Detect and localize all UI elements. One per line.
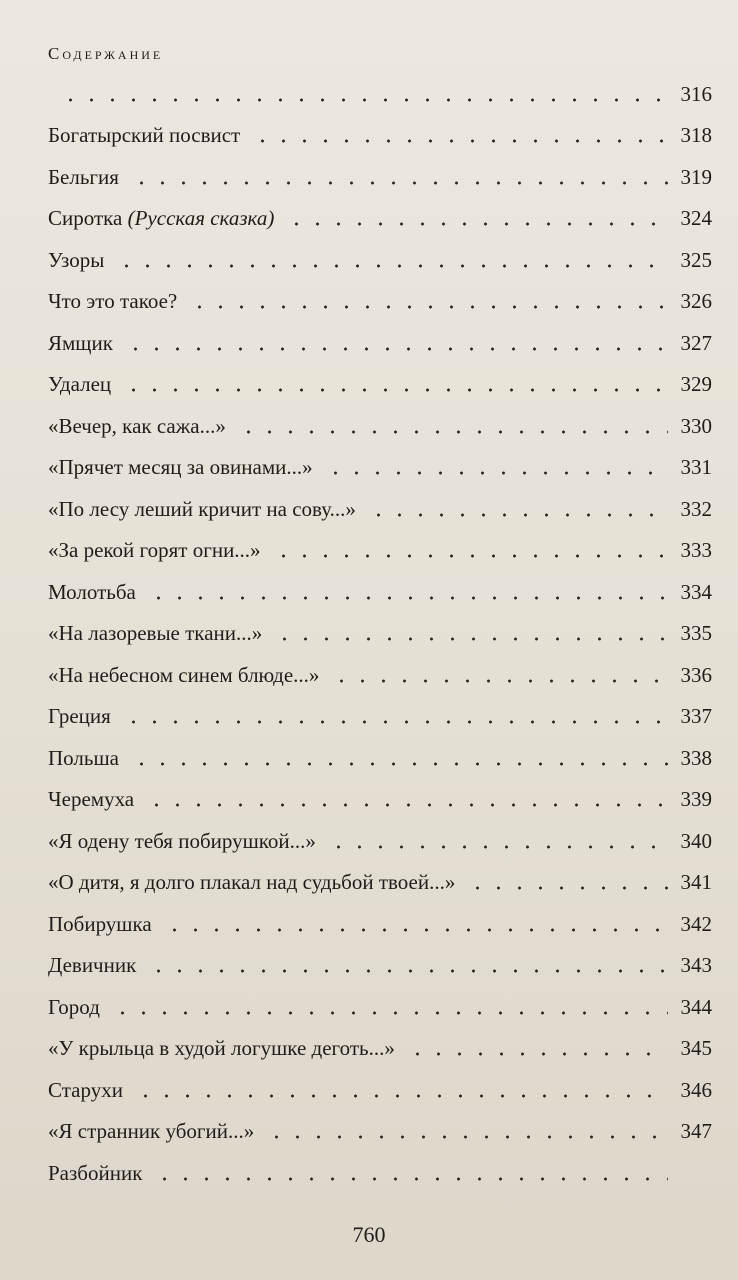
toc-page-number: 340: [680, 828, 712, 853]
dot-leader: [407, 1037, 668, 1057]
toc-entry-title: [48, 330, 113, 355]
toc-entry-title: [48, 1160, 143, 1185]
toc-entry: [48, 976, 712, 1018]
toc-entry-title-text: Разбойник: [48, 1160, 143, 1185]
toc-entry: [48, 686, 712, 728]
toc-entry-title-text: «На лазоревые ткани...»: [48, 621, 263, 645]
toc-entry: [48, 769, 712, 811]
toc-entry-title-text: Богатырский посвист: [48, 123, 241, 147]
toc-entry-title: [48, 164, 119, 189]
dot-leader: [123, 705, 668, 725]
toc-entry: [48, 1059, 712, 1101]
dot-leader: [331, 664, 668, 684]
toc-entry: [48, 520, 712, 562]
toc-entry: [48, 354, 712, 396]
toc-entry-title: [48, 828, 316, 853]
toc-entry: [48, 188, 712, 230]
toc-page-number: 335: [680, 621, 712, 645]
dot-leader: [135, 1079, 668, 1099]
toc-top-row: [48, 63, 712, 105]
dot-leader: [467, 871, 668, 891]
toc-page-number: 336: [680, 662, 712, 687]
toc-entry: [48, 1101, 712, 1143]
toc-entry: [48, 561, 712, 603]
toc-entry-title-text: Побирушка: [48, 911, 152, 936]
toc-page-number: 339: [680, 787, 712, 811]
toc-entry-title-text: Девичник: [48, 953, 137, 977]
toc-entry-title-text: Старухи: [48, 1077, 123, 1102]
toc-page-number: 345: [680, 1036, 712, 1060]
dot-leader: [131, 166, 668, 186]
section-heading: Содержание: [48, 44, 164, 63]
dot-leader: [60, 83, 668, 103]
toc-page-number: 341: [680, 870, 712, 894]
toc-entry-title: [48, 247, 105, 272]
toc-entry: [48, 437, 712, 479]
dot-leader: [368, 498, 668, 518]
toc-entry-title-text: «По лесу леший кричит на сову...»: [48, 496, 356, 521]
toc-entry-title: [48, 125, 240, 146]
toc-entry-title: [48, 745, 119, 770]
toc-entry: [48, 478, 712, 520]
dot-leader: [146, 788, 668, 808]
dot-leader: [125, 332, 668, 352]
dot-leader: [189, 290, 668, 310]
toc-entry-title-text: Греция: [48, 704, 111, 728]
toc-page-number: 333: [680, 538, 712, 562]
dot-leader: [148, 954, 668, 974]
dot-leader: [252, 124, 668, 144]
toc-entry-title: [48, 994, 100, 1019]
toc-entry: [48, 312, 712, 354]
toc-page-number: 334: [680, 579, 712, 604]
toc-page-number: 337: [680, 704, 712, 728]
toc-page-number: 327: [680, 330, 712, 355]
toc-entry-title-text: «Вечер, как сажа...»: [48, 413, 226, 438]
toc-entry-title: [48, 291, 177, 312]
dot-leader: [325, 456, 668, 476]
toc-entry-title-text: «Я одену тебя побирушкой...»: [48, 828, 316, 853]
dot-leader: [273, 539, 668, 559]
toc-entry-title-text: «За рекой горят огни...»: [48, 538, 261, 562]
toc-entry-title: [48, 579, 136, 604]
toc-entry-title-text: Сиротка: [48, 206, 123, 230]
toc-entry-title: [48, 208, 274, 229]
dot-leader: [148, 581, 668, 601]
page-folio: 760: [352, 1222, 386, 1247]
toc-entry-title: [48, 789, 134, 810]
toc-entry-subtitle: (Русская сказка): [127, 206, 275, 230]
toc-page-number: 330: [680, 413, 712, 438]
toc-entry-title-text: Город: [48, 994, 100, 1019]
toc-page-number: 344: [680, 994, 712, 1019]
toc-entry-title: [48, 374, 111, 395]
dot-leader: [123, 373, 668, 393]
dot-leader: [112, 996, 668, 1016]
toc-entry-title-text: Что это такое?: [48, 289, 178, 313]
toc-page-number: 318: [680, 123, 712, 147]
dot-leader: [164, 913, 668, 933]
toc-entry-title: [48, 662, 320, 687]
dot-leader: [274, 622, 668, 642]
toc-entry-title: [48, 1077, 123, 1102]
toc-entry-title-text: Черемуха: [48, 787, 135, 811]
toc-entry: [48, 1018, 712, 1060]
toc-entry-title-text: «О дитя, я долго плакал над судьбой твоей...»: [48, 870, 456, 894]
toc-entry-title-text: «Прячет месяц за овинами...»: [48, 455, 313, 479]
toc-entry-title: [48, 911, 152, 936]
toc-entry-title-text: Молотьба: [48, 579, 136, 604]
toc-entry-title: [48, 413, 226, 438]
dot-leader: [131, 747, 668, 767]
toc-entry-title-text: «Я странник убогий...»: [48, 1119, 255, 1143]
toc-entry-title-text: Узоры: [48, 247, 105, 272]
toc-entry: [48, 105, 712, 147]
toc-entry: [48, 271, 712, 313]
toc-entry-title-text: «На небесном синем блюде...»: [48, 662, 320, 687]
toc-entry-title: [48, 955, 136, 976]
toc-entry: [48, 1142, 712, 1184]
toc-page-number: 342: [680, 911, 712, 936]
toc-entry: [48, 935, 712, 977]
toc-entry-title: [48, 496, 356, 521]
toc-entry-title-text: Удалец: [48, 372, 112, 396]
toc-page-number: 329: [680, 372, 712, 396]
toc-page-number: 316: [680, 81, 712, 106]
toc-page-number: 319: [680, 164, 712, 189]
toc-page-number: 338: [680, 745, 712, 770]
toc-entry: [48, 893, 712, 935]
dot-leader: [154, 1162, 668, 1182]
dot-leader: [266, 1120, 668, 1140]
toc-entry: [48, 810, 712, 852]
toc-page-number: 343: [680, 953, 712, 977]
toc-entry-title: [48, 1038, 395, 1059]
table-of-contents: [48, 63, 712, 1184]
toc-entry: [48, 644, 712, 686]
toc-entry: [48, 852, 712, 894]
dot-leader: [116, 249, 668, 269]
toc-entry-title: [48, 457, 313, 478]
toc-entry-title-text: Ямщик: [48, 330, 113, 355]
toc-page-number: 325: [680, 247, 712, 272]
toc-entry: [48, 146, 712, 188]
dot-leader: [286, 207, 668, 227]
toc-entry-title-text: Польша: [48, 745, 119, 770]
toc-entry: [48, 603, 712, 645]
toc-entry-title: [48, 706, 111, 727]
toc-entry: [48, 229, 712, 271]
toc-page-number: 346: [680, 1077, 712, 1102]
toc-entry-title-text: Бельгия: [48, 164, 119, 189]
toc-page-number: 347: [680, 1119, 712, 1143]
toc-entry-title-text: «У крыльца в худой логушке деготь...»: [48, 1036, 395, 1060]
toc-entry: [48, 395, 712, 437]
dot-leader: [238, 415, 668, 435]
toc-page-number: 332: [680, 496, 712, 521]
toc-page-number: 331: [680, 455, 712, 479]
toc-page-number: 326: [680, 289, 712, 313]
toc-entry: [48, 727, 712, 769]
toc-entry-title: [48, 623, 262, 644]
dot-leader: [328, 830, 668, 850]
toc-entry-title: [48, 872, 455, 893]
toc-entry-title: [48, 1121, 254, 1142]
toc-page-number: 324: [680, 206, 712, 230]
toc-entry-title: [48, 540, 261, 561]
